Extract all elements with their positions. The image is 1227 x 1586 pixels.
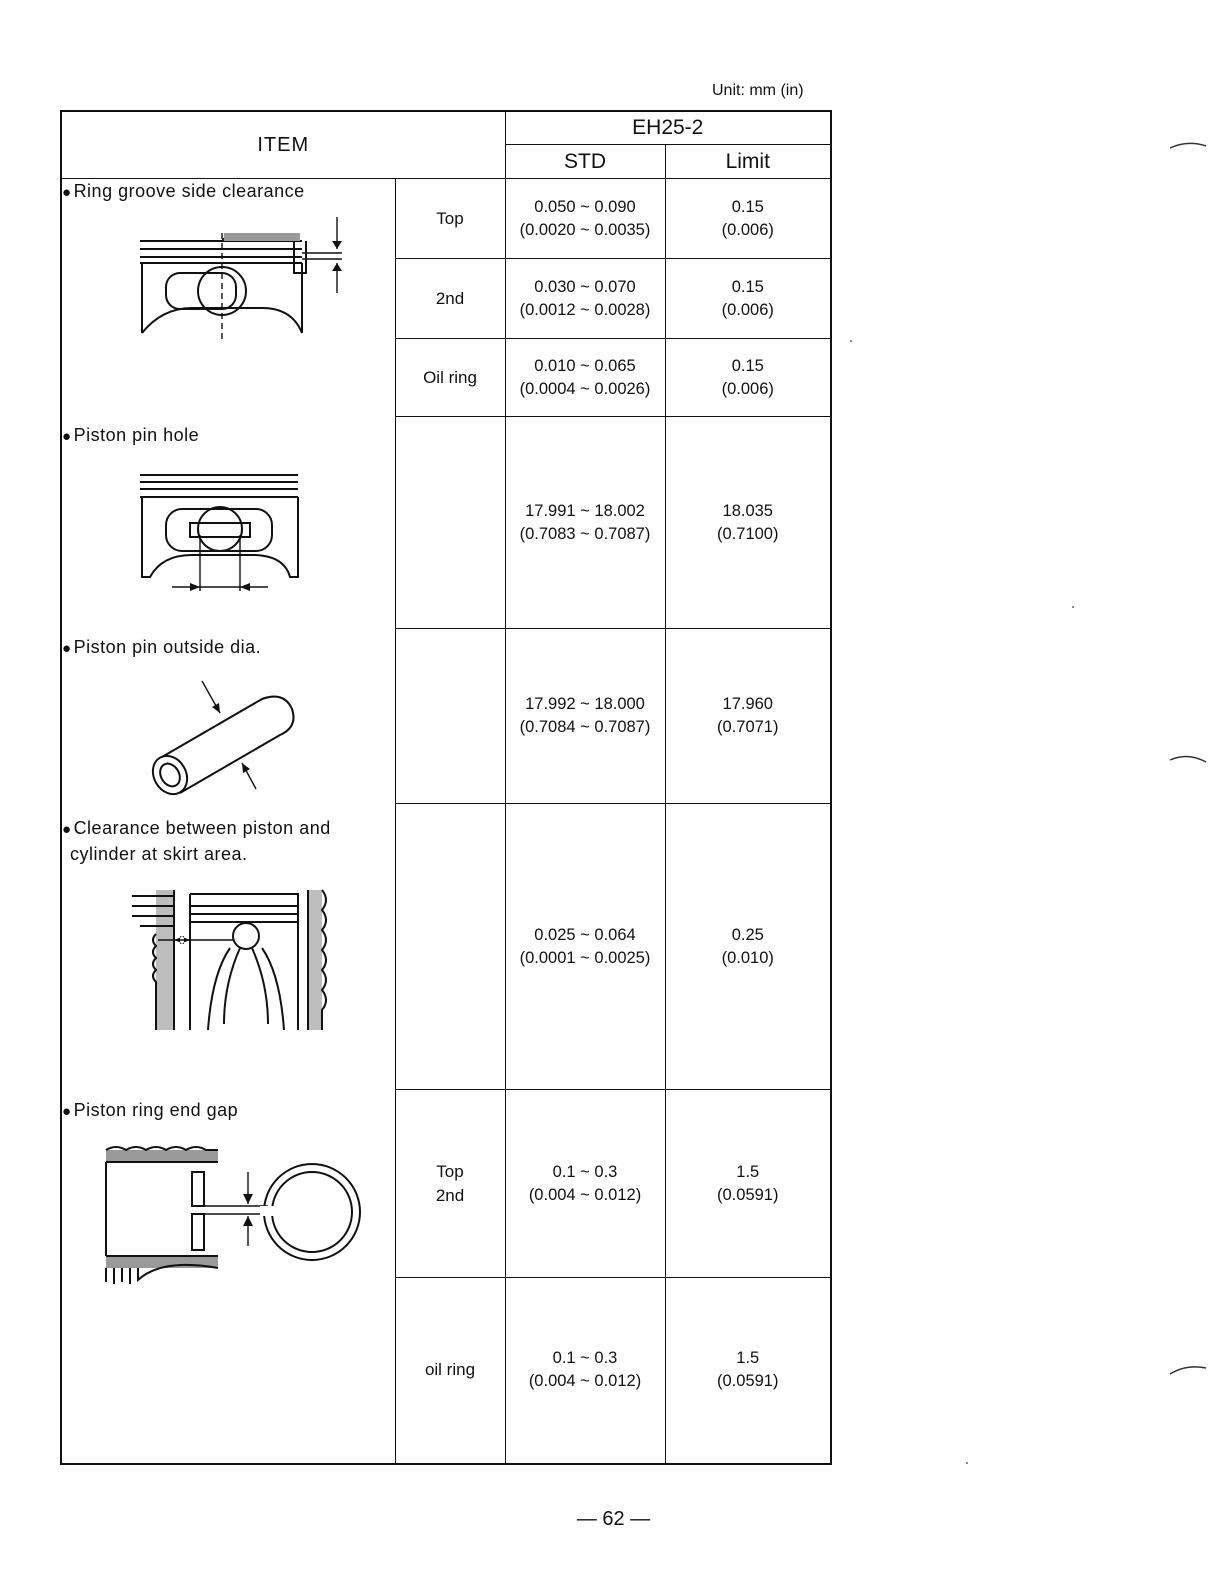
bullet-icon: ●: [62, 1102, 72, 1120]
sub-label: [395, 804, 505, 1090]
scan-edge-mark: [1168, 752, 1208, 764]
piston-pin-hole-figure: [62, 457, 362, 597]
ring-end-gap-figure: [62, 1132, 362, 1292]
item-label-line-1: Clearance between piston and: [73, 817, 331, 838]
item-piston-pin-hole: [61, 417, 395, 629]
std-value: 17.992 ~ 18.000 (0.7084 ~ 0.7087): [505, 629, 665, 804]
item-skirt-clearance: [61, 804, 395, 1090]
std-header: STD: [505, 145, 665, 179]
sub-label: [395, 629, 505, 804]
page-number: — 62 —: [576, 1508, 651, 1530]
sub-label: Top 2nd: [395, 1090, 505, 1278]
item-label-line-2: cylinder at skirt area.: [70, 843, 248, 864]
limit-value: 0.15 (0.006): [665, 179, 831, 259]
sub-label: Top: [395, 179, 505, 259]
item-label: Piston pin outside dia.: [73, 636, 262, 657]
limit-value: 0.25 (0.010): [665, 804, 831, 1090]
std-value: 0.030 ~ 0.070 (0.0012 ~ 0.0028): [505, 259, 665, 339]
piston-pin-figure: [62, 669, 362, 799]
spec-table: [60, 110, 832, 1465]
std-value: 0.025 ~ 0.064 (0.0001 ~ 0.0025): [505, 804, 665, 1090]
std-value: 0.1 ~ 0.3 (0.004 ~ 0.012): [505, 1090, 665, 1278]
scan-speck: [1072, 606, 1074, 608]
scan-edge-mark: [1168, 140, 1208, 152]
scan-edge-mark: [1168, 1364, 1208, 1376]
limit-value: 1.5 (0.0591): [665, 1090, 831, 1278]
scan-speck: [850, 340, 852, 342]
limit-value: 1.5 (0.0591): [665, 1278, 831, 1464]
piston-cylinder-figure: [62, 874, 362, 1034]
bullet-icon: ●: [62, 639, 72, 657]
std-value: 0.1 ~ 0.3 (0.004 ~ 0.012): [505, 1278, 665, 1464]
limit-value: 17.960 (0.7071): [665, 629, 831, 804]
bullet-icon: ●: [62, 820, 72, 838]
model-header: EH25-2: [505, 111, 831, 145]
sub-label: [395, 417, 505, 629]
sub-label: 2nd: [395, 259, 505, 339]
item-label: Piston ring end gap: [73, 1099, 239, 1120]
bullet-icon: ●: [62, 184, 72, 201]
bullet-icon: ●: [62, 427, 72, 445]
std-value: 0.010 ~ 0.065 (0.0004 ~ 0.0026): [505, 339, 665, 417]
sub-label: oil ring: [395, 1278, 505, 1464]
piston-ring-groove-figure: [62, 213, 362, 343]
item-piston-pin-od: [61, 629, 395, 804]
limit-value: 18.035 (0.7100): [665, 417, 831, 629]
item-label: Ring groove side clearance: [73, 181, 305, 201]
limit-value: 0.15 (0.006): [665, 339, 831, 417]
unit-label: Unit: mm (in): [712, 82, 804, 99]
sub-label: Oil ring: [395, 339, 505, 417]
item-header: ITEM: [61, 111, 505, 179]
scan-speck: [966, 1462, 968, 1464]
limit-header: Limit: [665, 145, 831, 179]
item-ring-end-gap: [61, 1090, 395, 1464]
std-value: 0.050 ~ 0.090 (0.0020 ~ 0.0035): [505, 179, 665, 259]
limit-value: 0.15 (0.006): [665, 259, 831, 339]
item-ring-groove: [61, 179, 395, 417]
item-label: Piston pin hole: [73, 424, 200, 445]
std-value: 17.991 ~ 18.002 (0.7083 ~ 0.7087): [505, 417, 665, 629]
